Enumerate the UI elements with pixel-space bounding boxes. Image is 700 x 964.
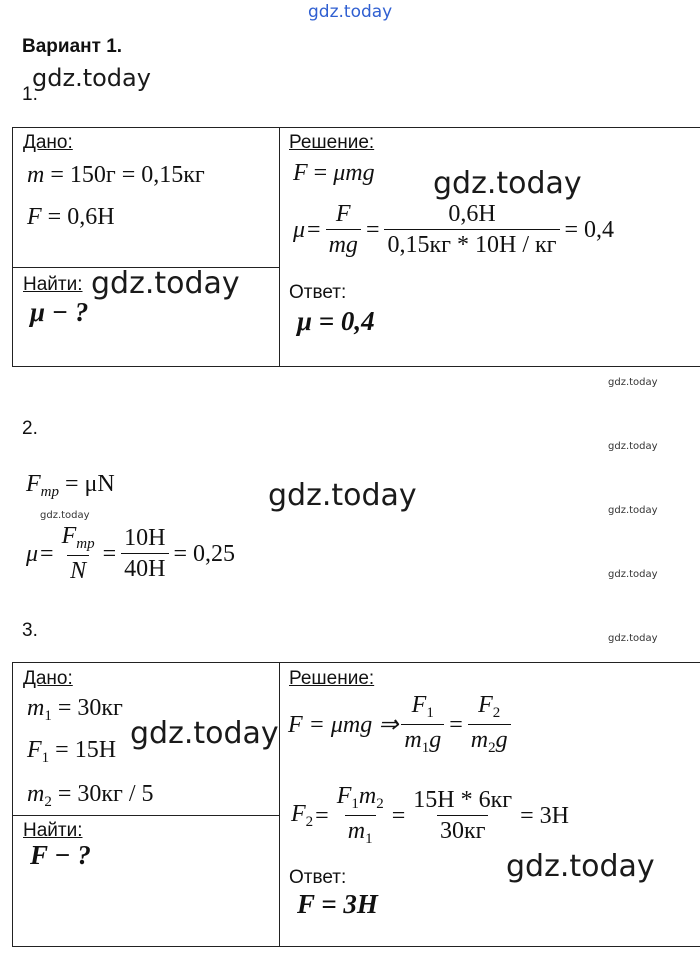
watermark: gdz.today [130,716,279,751]
watermark-small: gdz.today [608,441,658,452]
answer-label: Ответ: [289,282,347,303]
variant-title: Вариант 1. [22,36,123,57]
solution-label: Решение: [289,132,375,153]
watermark-small: gdz.today [608,505,658,516]
watermark-small: gdz.today [608,633,658,644]
friction-coefficient-calc: μ = $\frac{F_{тр}}{N}$ = $\frac{10H}{40H}$ = 0,25 [26,523,236,584]
given-force: F = 0,6H [27,204,115,230]
given-mass-2: $m_2 = 30кг / 5$ [27,781,154,810]
watermark: gdz.today [433,166,582,201]
solution-formula: F = μmg [293,160,375,186]
find-value: μ − ? [30,297,89,327]
watermark-top: gdz.today [308,2,393,22]
solution-formula: F = μmg ⇒ $\frac{F_1}{m_1g}$ = $\frac{F_2}{m_2g}$ [288,693,514,756]
watermark-small: gdz.today [608,569,658,580]
watermark: gdz.today [268,478,417,513]
find-value: F − ? [30,840,91,870]
find-label: Найти: [23,820,83,841]
answer-value: μ = 0,4 [297,306,375,336]
given-force-1: $F_1 = 15H$ [27,737,117,766]
watermark: gdz.today [506,849,655,884]
friction-formula: $F_{тр} = \mu N$ [26,471,115,500]
problem1-number: 1. [22,84,38,105]
watermark: gdz.today [91,266,240,301]
watermark: gdz.today [32,64,151,92]
watermark-small: gdz.today [608,377,658,388]
fraction-numeric: $\frac{0,6H}{0,15кг * 10H / кг}$ [384,202,559,257]
fraction-f1m2-over-m1: $\frac{F_1m_2}{m_1}$ [336,783,384,847]
watermark-small: gdz.today [40,510,90,521]
given-label: Дано: [23,132,73,153]
fraction-f1-over-m1g: $\frac{F_1}{m_1g}$ [401,693,444,756]
given-mass: m = 150г = 0,15кг [27,162,205,188]
answer-value: F = 3H [297,889,378,919]
fraction-numeric: $\frac{15H * 6кг}{30кг}$ [413,787,513,844]
given-label: Дано: [23,668,73,689]
fraction-f2-over-m2g: $\frac{F_2}{m_2g}$ [468,693,511,756]
problem3-number: 3. [22,620,38,641]
find-label: Найти: [23,274,83,295]
solution-label: Решение: [289,668,375,689]
fraction-f-over-mg: $\frac{F}{mg}$ [326,202,361,257]
solution-calc: μ = $\frac{F}{mg}$ = $\frac{0,6H}{0,15кг * 10H / кг}$ = 0,4 [293,201,615,258]
problem2-number: 2. [22,418,38,439]
solution-calc: $F_2$ = $\frac{F_1m_2}{m_1}$ = $\frac{15H * 6кг}{30кг}$ = 3H [291,783,569,847]
fraction-ftr-over-n: $\frac{F_{тр}}{N}$ [61,523,95,584]
given-mass-1: $m_1 = 30кг$ [27,695,123,724]
answer-label: Ответ: [289,867,347,888]
fraction-10-over-40: $\frac{10H}{40H}$ [121,526,168,581]
